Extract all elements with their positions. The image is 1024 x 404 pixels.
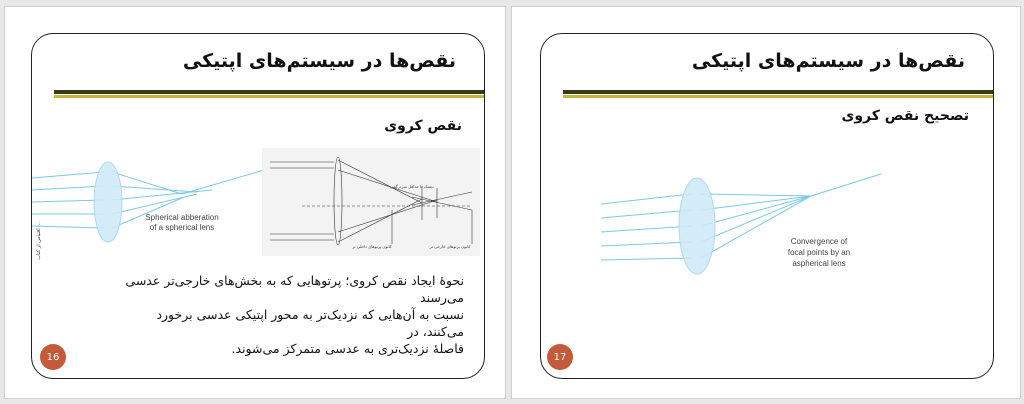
title-rule-accent: [54, 95, 484, 98]
figure-caption: of a spherical lens: [149, 223, 215, 232]
source-note: اقتباس از کتاب ...: [36, 222, 42, 260]
slide-pane-17[interactable]: [511, 6, 1021, 399]
title-rule: [563, 90, 993, 94]
aspherical-lens-figure: [601, 164, 901, 294]
figure-caption: aspherical lens: [792, 259, 846, 268]
aberration-diagram: [262, 148, 480, 256]
slide-pane-16[interactable]: [4, 6, 506, 399]
body-line: نحوهٔ ایجاد نقص کروی؛ پرتوهایی که به بخش‌های خارجی‌تر عدسی می‌رسند: [125, 273, 464, 305]
slide-16: [31, 33, 485, 379]
title-rule-accent: [563, 95, 993, 98]
title-rule: [54, 90, 484, 94]
page-number-badge: 16: [40, 344, 66, 370]
diagram-label-inner-focus: کانون پرتوهای داخلی تر: [352, 244, 392, 249]
body-line: فاصلهٔ نزدیک‌تری به عدسی متمرکز می‌شوند.: [231, 341, 464, 356]
figure-caption: Spherical abberation: [145, 213, 219, 222]
diagram-label-top: دیسک با حداقل سردرگمی: [390, 184, 434, 189]
figure-caption: Convergence of: [790, 237, 848, 246]
slide-title: نقص‌ها در سیستم‌های اپتیکی: [691, 50, 965, 72]
slide-subtitle: نقص کروی: [384, 118, 462, 134]
figure-caption: focal points by an: [787, 248, 851, 257]
slide-title: نقص‌ها در سیستم‌های اپتیکی: [182, 50, 456, 72]
page-number-badge: 17: [547, 344, 573, 370]
body-line: نسبت به آن‌هایی که نزدیک‌تر به محور اپتیکی عدسی برخورد می‌کنند، در: [156, 307, 464, 339]
slide-subtitle: تصحیح نقص کروی: [841, 108, 969, 124]
diagram-label-outer-focus: کانون پرتوهای خارجی تر: [429, 244, 471, 249]
slide-17: [540, 33, 994, 379]
slide-body: [120, 272, 464, 357]
spherical-lens-figure: [32, 144, 272, 254]
